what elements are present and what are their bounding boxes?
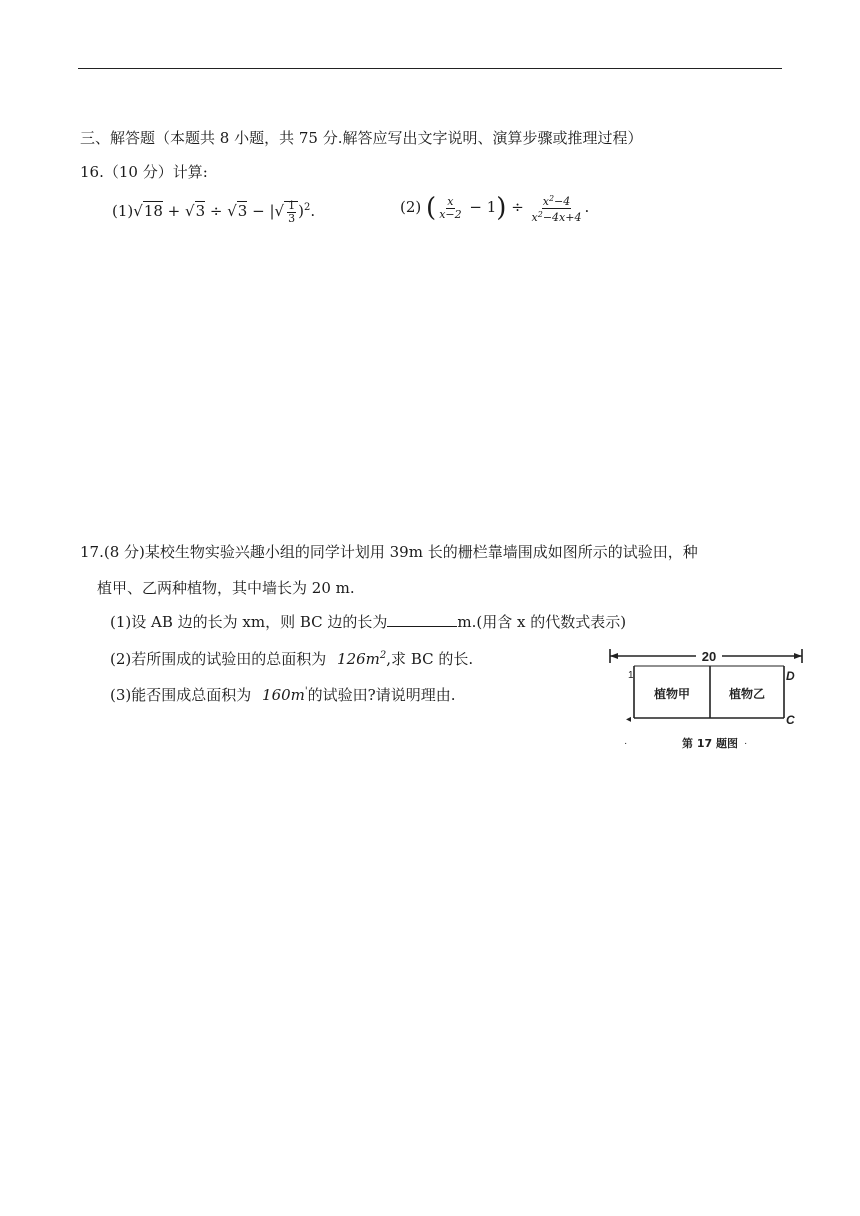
sqrt-one-third: √ $\frac{1}{3}$ <box>275 201 299 220</box>
question-16-header: 16.（10 分）计算: <box>80 163 208 181</box>
answer-blank <box>387 612 457 627</box>
question-17-line2: 植甲、乙两种植物，其中墙长为 20 m. <box>97 579 355 597</box>
area-126: $126m^2$ <box>337 650 387 668</box>
figure-caption: 第 17 题图 <box>682 737 738 750</box>
arrow-right <box>794 653 802 659</box>
field-diagram <box>606 644 808 756</box>
sqrt-3-divisor: √3 <box>227 202 248 220</box>
header-rule <box>78 68 782 69</box>
question-16-part1: (1)√18 + √3 ÷ √3 − |√ $\frac{1}{3}$ )$^2$. <box>112 198 316 225</box>
caption-dot-right: · <box>744 738 748 749</box>
wall-length-label: 20 <box>701 649 717 664</box>
section-heading: 三、解答题（本题共 8 小题，共 75 分.解答应写出文字说明、演算步骤或推理过程） <box>80 129 643 147</box>
question-17-line1: 17.(8 分)某校生物实验兴趣小组的同学计划用 39m 长的栅栏靠墙围成如图所示的试验田，种 <box>80 543 698 561</box>
label-a: 1 <box>628 670 634 681</box>
part1-label: (1) <box>112 202 134 220</box>
arrow-left <box>610 653 618 659</box>
part2-label: (2) <box>400 198 422 216</box>
plot-a-label: 植物甲 <box>653 687 691 701</box>
label-c: C <box>786 713 795 727</box>
question-17-figure <box>606 644 808 756</box>
fraction-x2-minus-4: $\frac{x^2-4}{x^2-4x+4}$ <box>531 193 582 224</box>
label-b-mark: ◂ <box>626 714 632 725</box>
question-17-part1: (1)设 AB 边的长为 xm，则 BC 边的长为 m.(用含 x 的代数式表示) <box>110 613 627 631</box>
question-17-part2: (2)若所围成的试验田的总面积为 $126m^2$,求 BC 的长. <box>110 650 474 668</box>
label-d: D <box>786 669 795 683</box>
area-160: 160m' <box>262 686 308 704</box>
question-16-part2: (2) ( $\frac{x}{x-2}$ − 1) ÷ $\frac{x^2-4}{x^2-4x+4}$ . <box>400 193 590 224</box>
sqrt-18: √18 <box>133 202 163 220</box>
sqrt-3: √3 <box>185 202 206 220</box>
fraction-x-over-x-minus-2: $\frac{x}{x-2}$ <box>439 194 462 221</box>
question-17-part3: (3)能否围成总面积为 160m'的试验田?请说明理由. <box>110 686 456 704</box>
plot-b-label: 植物乙 <box>728 687 766 701</box>
caption-dot-left: · <box>624 738 628 749</box>
